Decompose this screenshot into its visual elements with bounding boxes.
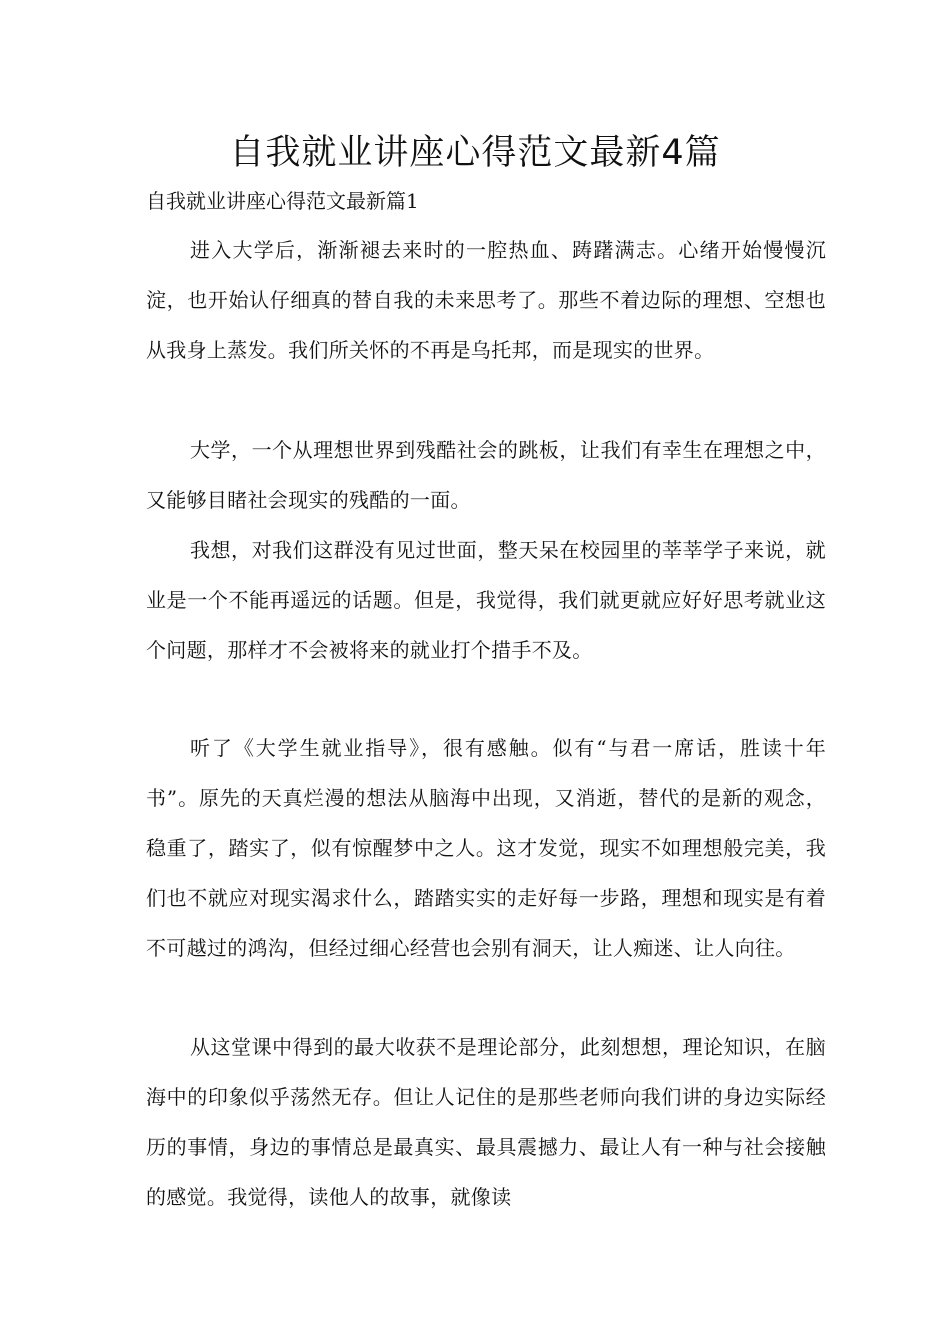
- section-heading: 自我就业讲座心得范文最新篇1: [146, 189, 419, 213]
- paragraph-4: 听了《大学生就业指导》，很有感触。似有“与君一席话，胜读十年书”。原先的天真烂漫的想法从脑海中出现，又消逝，替代的是新的观念，稳重了，踏实了，似有惊醒梦中之人。这才发觉，现实不如理想般完美，我们也不就应对现实渴求什么，踏踏实实的走好每一步路，理想和现实是有着不可越过的鸿沟，但经过细心经营也会别有洞天，让人痴迷、让人向往。: [146, 736, 826, 960]
- paragraph-5: 从这堂课中得到的最大收获不是理论部分，此刻想想，理论知识，在脑海中的印象似乎荡然无存。但让人记住的是那些老师向我们讲的身边实际经历的事情，身边的事情总是最真实、最具震撼力、最让人有一种与社会接触的感觉。我觉得，读他人的故事，就像读: [146, 1035, 826, 1209]
- paragraph-1: 进入大学后，渐渐褪去来时的一腔热血、踌躇满志。心绪开始慢慢沉淀，也开始认仔细真的替自我的未来思考了。那些不着边际的理想、空想也从我身上蒸发。我们所关怀的不再是乌托邦，而是现实的世界。: [146, 238, 826, 362]
- document-title: 自我就业讲座心得范文最新4篇: [229, 133, 721, 173]
- paragraph-3: 我想，对我们这群没有见过世面，整天呆在校园里的莘莘学子来说，就业是一个不能再遥远的话题。但是，我觉得，我们就更就应好好思考就业这个问题，那样才不会被将来的就业打个措手不及。: [146, 538, 826, 662]
- paragraph-2: 大学，一个从理想世界到残酷社会的跳板，让我们有幸生在理想之中，又能够目睹社会现实的残酷的一面。: [146, 438, 826, 512]
